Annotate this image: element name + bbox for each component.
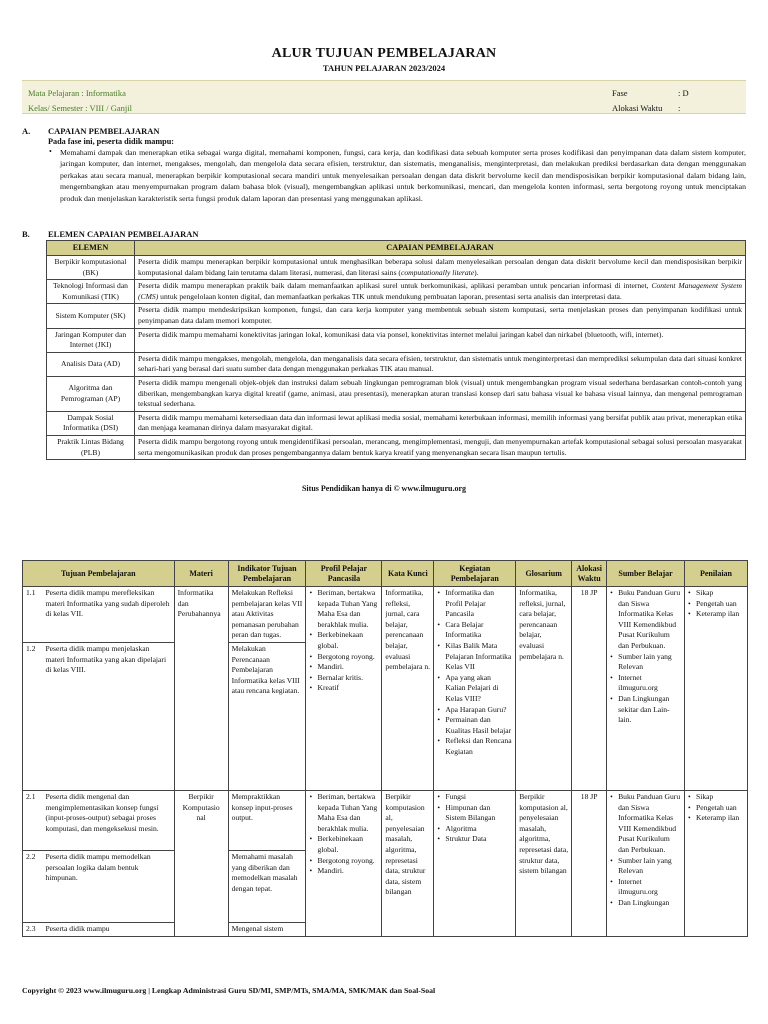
profil-cell — [306, 587, 382, 791]
table-row — [47, 352, 746, 376]
list-item: • Bergotong royong. — [309, 856, 378, 867]
table-row — [47, 304, 746, 328]
cp-intro: Pada fase ini, peserta didik mampu: — [48, 137, 175, 146]
glosarium-cell: Informatika, refleksi, jurnal, cara belajar, perencanaan belajar, evaluasi pembelajara n. — [516, 587, 572, 791]
list-item: • Buku Panduan Guru dan Siswa Informatika Kelas VIII Kemendikbud Pusat Kurikulum dan Perbukuan. — [610, 588, 681, 652]
tp-number: 2.1 — [23, 790, 43, 850]
list-item: • Fungsi — [437, 792, 512, 803]
elemen-name: Praktik Lintas Bidang (PLB) — [47, 435, 135, 459]
list-item: • Berkebinekaan global. — [309, 630, 378, 651]
site-note: Situs Pendidikan hanya di © www.ilmuguru.org — [301, 484, 467, 493]
atp-column-header: Indikator Tujuan Pembelajaran — [228, 561, 306, 587]
kata-kunci-cell: Informatika, refleksi, jurnal, cara belajar, perencanaan belajar, evaluasi pembelajara n. — [382, 587, 434, 791]
identity-band — [22, 80, 746, 114]
table-row — [47, 411, 746, 435]
tp-text: Peserta didik mampu — [42, 922, 174, 936]
list-item: • Berkebinekaan global. — [309, 834, 378, 855]
list-item: • Sikap — [688, 792, 744, 803]
atp-column-header: Glosarium — [516, 561, 572, 587]
kata-kunci-cell: Berpikir komputasion al, penyelesaian masalah, algoritma, represetasi data, struktur data, sistem bilangan — [382, 790, 434, 936]
kegiatan-cell — [434, 587, 516, 791]
list-item: • Pengetah uan — [688, 599, 744, 610]
elemen-name: Teknologi Informasi dan Komunikasi (TIK) — [47, 280, 135, 304]
indikator-cell: Mengenal sistem — [228, 922, 306, 936]
fase-value: : D — [678, 88, 689, 98]
elemen-name: Sistem Komputer (SK) — [47, 304, 135, 328]
elemen-name: Jaringan Komputer dan Internet (JKI) — [47, 328, 135, 352]
elemen-capaian: Peserta didik mampu memahami konektivitas jaringan lokal, komunikasi data via ponsel, konektivitas internet melalui jaringan kabel dan nirkabel (bluetooth, wifi, internet). — [135, 328, 746, 352]
elemen-capaian: Peserta didik mampu mendeskripsikan komponen, fungsi, dan cara kerja komputer yang membentuk sebuah sistem komputasi, serta menjelaskan proses dan penyimpanan kodifikasi untuk penyimpanan data dalam memori komputer. — [135, 304, 746, 328]
list-item: • Keteramp ilan — [688, 813, 744, 824]
materi-cell: Informatika dan Perubahannya — [174, 587, 228, 791]
copyright-footer: Copyright © 2023 www.ilmuguru.org | Lengkap Administrasi Guru SD/MI, SMP/MTs, SMA/MA, SMK/MAK dan Soal-Soal — [22, 986, 436, 995]
list-item: • Dan Lingkungan — [610, 898, 681, 909]
tp-text: Peserta didik mampu menjelaskan materi Informatika yang akan dipelajari di kelas VIII. — [42, 642, 174, 790]
list-item: • Refleksi dan Rencana Kegiatan — [437, 736, 512, 757]
section-b-heading: B. ELEMEN CAPAIAN PEMBELAJARAN — [22, 229, 199, 239]
list-item: • Permainan dan Kualitas Hasil belajar — [437, 715, 512, 736]
list-item: • Sumber lain yang Relevan — [610, 652, 681, 673]
kegiatan-cell — [434, 790, 516, 936]
list-item: • Bergotong royong. — [309, 652, 378, 663]
list-item: • Himpunan dan Sistem Bilangan — [437, 803, 512, 824]
list-item: • Kilas Balik Mata Pelajaran Informatika Kelas VII — [437, 641, 512, 673]
elemen-capaian: Peserta didik mampu bergotong royong untuk mengidentifikasi persoalan, merancang, mengimplementasi, menguji, dan menyempurnakan artefak komputasional sebagai solusi persoalan masyarakat serta mengomunikasikan produk dan proses pengembangannya dalam bentuk karya kreatif yang menyenangkan secara lisan maupun tertulis. — [135, 435, 746, 459]
penilaian-cell — [685, 790, 748, 936]
elemen-capaian: Peserta didik mampu menerapkan praktik baik dalam memanfaatkan aplikasi surel untuk berkomunikasi, aplikasi peramban untuk pencarian informasi di internet, Content Management System (CMS) untuk pengelolaan konten digital, dan memanfaatkan perkakas TIK untuk mendukung pembuatan laporan, presentasi serta analisis dan interpretasi data. — [135, 280, 746, 304]
atp-column-header: Materi — [174, 561, 228, 587]
col-capaian: CAPAIAN PEMBELAJARAN — [135, 241, 746, 256]
atp-column-header: Sumber Belajar — [607, 561, 685, 587]
list-item: • Apa yang akan Kalian Pelajari di Kelas VIII? — [437, 673, 512, 705]
cp-body-text: Memahami dampak dan menerapkan etika sebagai warga digital, memahami komponen, fungsi, cara kerja, dan kodifikasi data sebuah komputer serta proses kodifikasi dan penyimpanan data dalam sistem komputer, jaringan komputer, dan internet, mengakses, mengolah, dan mengelola data secara efisien, terstruktur, dan sistematis, menganalisis, menginterpretasi, dan melakukan prediksi berdasarkan data dengan menggunakan perkakas atau secara manual, menerapkan berpikir komputasional secara mandiri untuk menyelesaikan persoalan dengan data diskrit bervolume kecil dan mendisposisikan berpikir komputasional dalam bidang lain, mengembangkan atau menyempurnakan program dalam bahasa blok (visual), mengembangkan aplikasi untuk berkomunikasi, mencari, dan mengelola konten informasi, serta bergotong royong untuk menciptakan produk dan menjelaskan karakteristik serta fungsi produk dalam laporan dan presentasi yang menggunakan aplikasi. — [60, 148, 746, 203]
atp-column-header: Alokasi Waktu — [572, 561, 607, 587]
col-elemen: ELEMEN — [47, 241, 135, 256]
section-a-heading: A. CAPAIAN PEMBELAJARAN — [22, 126, 160, 136]
atp-table — [22, 560, 748, 937]
atp-column-header: Tujuan Pembelajaran — [23, 561, 175, 587]
elemen-name: Berpikir komputasional (BK) — [47, 256, 135, 280]
list-item: • Dan Lingkungan sekitar dan Lain-lain. — [610, 694, 681, 726]
mapel-text: Mata Pelajaran : Informatika — [28, 88, 126, 98]
alokasi-cell: 18 JP — [572, 790, 607, 936]
indikator-cell: Melakukan Refleksi pembelajaran kelas VII atau Aktivitas pemanasan perubahan peran dan tugas. — [228, 587, 306, 643]
list-item: • Algoritma — [437, 824, 512, 835]
list-item: • Bernalar kritis. — [309, 673, 378, 684]
penilaian-cell — [685, 587, 748, 791]
tp-text: Peserta didik mampu merefleksikan materi Informatika yang sudah diperoleh di kelas VII. — [42, 587, 174, 643]
atp-column-header: Kata Kunci — [382, 561, 434, 587]
table-row — [47, 435, 746, 459]
elemen-name: Algoritma dan Pemrograman (AP) — [47, 376, 135, 411]
table-row — [47, 376, 746, 411]
alokasi-cell: 18 JP — [572, 587, 607, 791]
sumber-cell — [607, 790, 685, 936]
table-row — [47, 256, 746, 280]
elemen-capaian: Peserta didik mampu mengenali objek-objek dan instruksi dalam sebuah lingkungan pemrograman blok (visual) untuk mengembangkan program visual sederhana berdasarkan contoh-contoh yang diberikan, mengembangkan karya digital kreatif (game, animasi, atau presentasi), menerapkan aturan translasi konsep dari satu bahasa visual ke bahasa visual lainnya, dan mengenal pemrograman tekstual sederhana. — [135, 376, 746, 411]
list-item: • Struktur Data — [437, 834, 512, 845]
list-item: • Buku Panduan Guru dan Siswa Informatika Kelas VIII Kemendikbud Pusat Kurikulum dan Perbukuan. — [610, 792, 681, 856]
atp-column-header: Kegiatan Pembelajaran — [434, 561, 516, 587]
list-item: • Mandiri. — [309, 866, 378, 877]
tp-number: 1.1 — [23, 587, 43, 643]
elemen-capaian: Peserta didik mampu menerapkan berpikir komputasional untuk menghasilkan beberapa solusi dalam menyelesaikan persoalan dengan data diskrit bervolume kecil dan mendisposisikan berpikir komputasional dalam bidang lain terutama dalam literasi, numerasi, dan literasi sains (computationally literate). — [135, 256, 746, 280]
list-item: • Beriman, bertakwa kepada Tuhan Yang Maha Esa dan berakhlak mulia. — [309, 588, 378, 630]
indikator-cell: Memahami masalah yang diberikan dan memodelkan masalah dengan tepat. — [228, 850, 306, 922]
indikator-cell: Mempraktikkan konsep input-proses output. — [228, 790, 306, 850]
profil-cell — [306, 790, 382, 936]
list-item: • Sumber lain yang Relevan — [610, 856, 681, 877]
list-item: • Pengetah uan — [688, 803, 744, 814]
tp-number: 2.3 — [23, 922, 43, 936]
table-row — [23, 790, 748, 850]
glosarium-cell: Berpikir komputasion al, penyelesaian masalah, algoritma, represetasi data, struktur data, sistem bilangan — [516, 790, 572, 936]
table-row — [47, 328, 746, 352]
atp-column-header: Penilaian — [685, 561, 748, 587]
list-item: • Informatika dan Profil Pelajar Pancasila — [437, 588, 512, 620]
alokasi-value: : — [678, 103, 681, 113]
table-row — [23, 587, 748, 643]
tp-text: Peserta didik mengenal dan mengimplementasikan konsep fungsi (input-proses-output) sebagai proses komputasi, dan mengeksekusi mesin. — [42, 790, 174, 850]
list-item: • Keteramp ilan — [688, 609, 744, 620]
page-title: ALUR TUJUAN PEMBELAJARAN — [271, 46, 497, 61]
cp-bullet: • — [49, 147, 52, 156]
list-item: • Internet ilmuguru.org — [610, 877, 681, 898]
alokasi-label: Alokasi Waktu — [612, 103, 663, 113]
elemen-name: Analisis Data (AD) — [47, 352, 135, 376]
elemen-table — [46, 240, 746, 460]
materi-cell: Berpikir Komputasio nal — [174, 790, 228, 936]
list-item: • Beriman, bertakwa kepada Tuhan Yang Maha Esa dan berakhlak mulia. — [309, 792, 378, 834]
sumber-cell — [607, 587, 685, 791]
list-item: • Mandiri. — [309, 662, 378, 673]
fase-label: Fase — [612, 88, 628, 98]
elemen-capaian: Peserta didik mampu memahami ketersediaan data dan informasi lewat aplikasi media sosial, memahami keterbukaan informasi, memilih informasi yang bersifat publik atau privat, menerapkan etika dan menjaga keamanan dirinya dalam masyarakat digital. — [135, 411, 746, 435]
tp-number: 2.2 — [23, 850, 43, 922]
list-item: • Cara Belajar Informatika — [437, 620, 512, 641]
list-item: • Apa Harapan Guru? — [437, 705, 512, 716]
list-item: • Sikap — [688, 588, 744, 599]
atp-column-header: Profil Pelajar Pancasila — [306, 561, 382, 587]
list-item: • Internet ilmuguru.org — [610, 673, 681, 694]
tp-text: Peserta didik mampu memodelkan persoalan logika dalam bentuk himpunan. — [42, 850, 174, 922]
table-row — [47, 280, 746, 304]
elemen-capaian: Peserta didik mampu mengakses, mengolah, mengelola, dan menganalisis data secara efisien, terstruktur, dan sistematis untuk menginterpretasi dan memprediksi sekumpulan data dari situasi konkret sehari-hari yang berasal dari suatu sumber data dengan menggunakan perkakas TIK atau manual. — [135, 352, 746, 376]
elemen-name: Dampak Sosial Informatika (DSI) — [47, 411, 135, 435]
kelas-text: Kelas/ Semester : VIII / Ganjil — [28, 103, 132, 113]
tp-number: 1.2 — [23, 642, 43, 790]
indikator-cell: Melakukan Perencanaan Pembelajaran Informatika kelas VIII atau rencana kegiatan. — [228, 642, 306, 790]
page-subtitle: TAHUN PELAJARAN 2023/2024 — [322, 63, 446, 73]
list-item: • Kreatif — [309, 683, 378, 694]
